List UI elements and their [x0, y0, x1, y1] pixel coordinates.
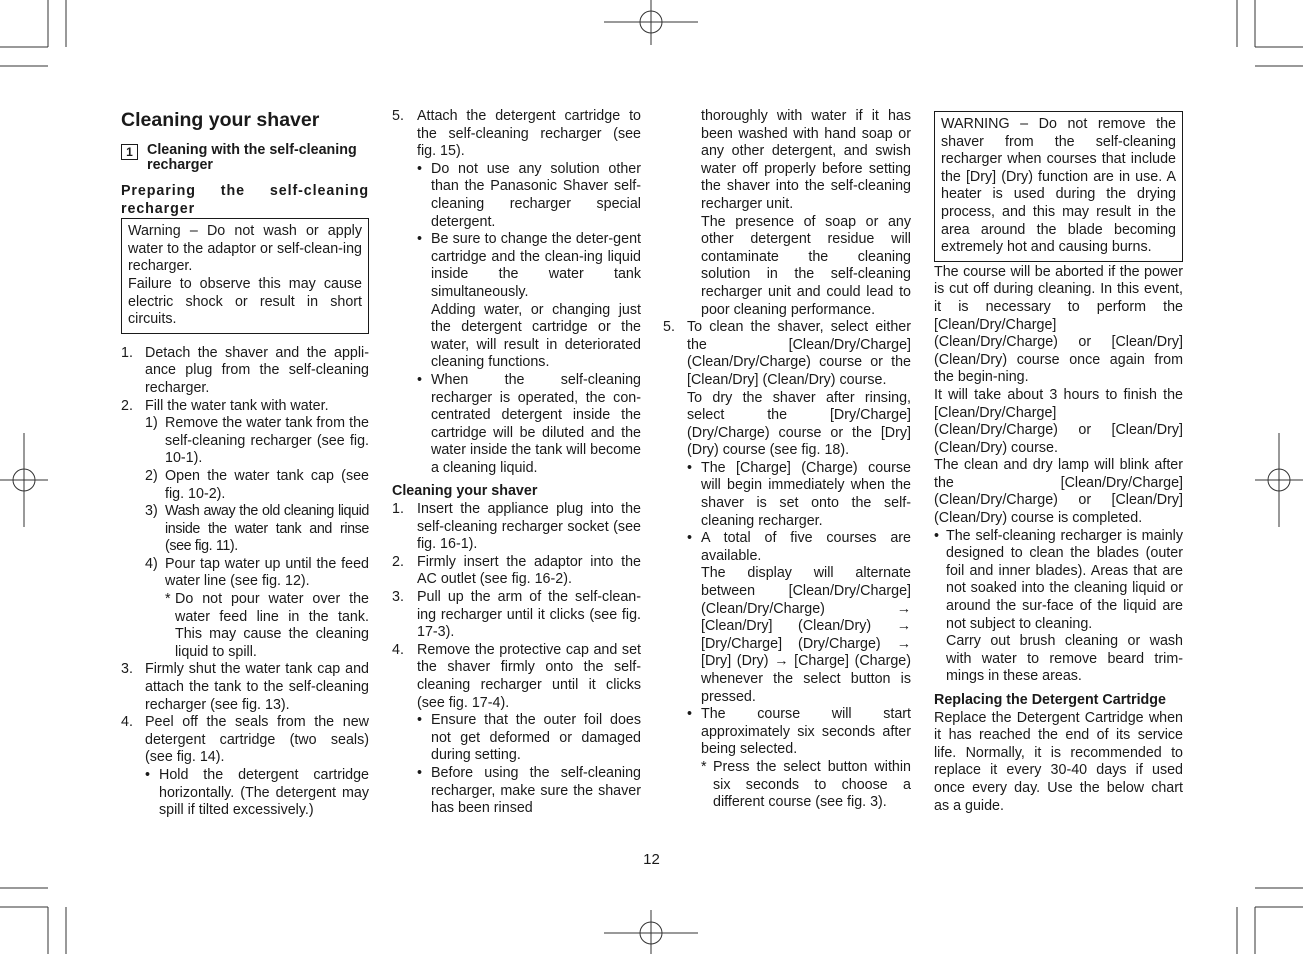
bullet-4: • Ensure that the outer foil does not get deformed or damaged during setting.	[417, 712, 641, 764]
step-1: 1. Detach the shaver and the appli-ance plug from the self-cleaning recharger.	[121, 344, 369, 396]
step-3: 3. Firmly shut the water tank cap and attach the tank to the self-cleaning recharger (see fig. 13).	[121, 661, 369, 713]
clean-step-5-extra: To dry the shaver after rinsing, select the [Dry/Charge] (Dry/Charge) course or the [Dry] (Dry) course (see fig. 18).	[687, 389, 911, 459]
continued-text-2: The presence of soap or any other detergent residue will contaminate the cleaning solution in the self-cleaning recharger unit and could lead to poor cleaning performance.	[701, 213, 911, 318]
step-4: 4. Peel off the seals from the new detergent cartridge (two seals) (see fig. 14).	[121, 714, 369, 766]
bullet-2: • Be sure to change the deter-gent cartridge and the clean-ing liquid inside the water tank simultaneously.	[417, 231, 641, 300]
bullet-1: • The [Charge] (Charge) course will begin immediately when the shaver is set onto the self-cleaning recharger.	[687, 459, 911, 529]
warning-line-2: Failure to observe this may cause electric shock or result in short circuits.	[128, 275, 362, 328]
bullet-2-extra: The display will alternate between [Clean/Dry/Charge] (Clean/Dry/Charge) → [Clean/Dry] (Clean/Dry) → [Dry/Charge] (Dry/Charge) → [Dry] (Dry) → [Charge] (Charge) whenever the select button is pressed.	[701, 565, 911, 705]
paragraph-3: The clean and dry lamp will blink after the [Clean/Dry/Charge] (Clean/Dry/Charge) or [Clean/Dry] (Clean/Dry) course is completed.	[934, 457, 1183, 527]
warning-box	[934, 111, 1183, 262]
bullet-1-extra: Carry out brush cleaning or wash with water to remove beard trim-mings in these areas.	[946, 633, 1183, 685]
bullet-3: • The course will start approximately six seconds after being selected.	[687, 706, 911, 758]
bullet-1: • Do not use any solution other than the Panasonic Shaver self-cleaning recharger special detergent.	[417, 160, 641, 230]
clean-step-4: 4. Remove the protective cap and set the shaver firmly onto the self-cleaning recharger until it clicks (see fig. 17-4).	[392, 641, 641, 711]
warning-line-1: Warning – Do not wash or apply water to the adaptor or self-clean-ing recharger.	[128, 223, 362, 275]
substep-1: 1) Remove the water tank from the self-cleaning recharger (see fig. 10-1).	[145, 415, 369, 467]
section-title: Cleaning with the self-cleaning recharger	[147, 142, 357, 173]
column-1	[121, 108, 369, 820]
paragraph-4: Replace the Detergent Cartridge when it has reached the end of its service life. Normally, it is recommended to replace it every 30-40 days if used once every day. Use the below chart as a guide.	[934, 709, 1183, 814]
step-2: 2. Fill the water tank with water.	[121, 397, 329, 414]
warning-box	[121, 218, 369, 334]
clean-step-2: 2. Firmly insert the adaptor into the AC outlet (see fig. 16-2).	[392, 553, 641, 588]
continued-text-1: thoroughly with water if it has been washed with hand soap or any other detergent, and swish water off properly before setting the shaver into the self-cleaning recharger unit.	[701, 108, 911, 212]
bullet-1: • The self-cleaning recharger is mainly designed to clean the blades (outer foil and inner blades). Areas that are not soaked into the cleaning liquid or around the sur-face of the liquid are not subject to cleaning.	[934, 527, 1183, 632]
step-5: 5. Attach the detergent cartridge to the self-cleaning recharger (see fig. 15).	[392, 108, 641, 160]
page-number: 12	[643, 851, 660, 868]
bullet-3: • When the self-cleaning recharger is operated, the con-centrated detergent inside the cartridge will be diluted and the water inside the tank will become a cleaning liquid.	[417, 371, 641, 476]
heading-replacing: Replacing the Detergent Cartridge	[934, 692, 1166, 708]
column-3	[663, 108, 911, 812]
page-title: Cleaning your shaver	[121, 109, 320, 131]
note: * Do not pour water over the water feed line in the tank. This may cause the cleaning liquid to spill.	[165, 591, 369, 660]
paragraph-1: The course will be aborted if the power is cut off during cleaning. In this event, it is necessary to perform the [Clean/Dry/Charge] (Clean/Dry/Charge) or [Clean/Dry] (Clean/Dry) course once again from the begin-ning.	[934, 263, 1183, 386]
subheading: Preparing the self-cleaning recharger	[121, 183, 369, 217]
clean-step-5: 5. To clean the shaver, select either the [Clean/Dry/Charge] (Clean/Dry/Charge) course or the [Clean/Dry] (Clean/Dry) course.	[663, 319, 911, 388]
substep-2: 2) Open the water tank cap (see fig. 10-2).	[145, 467, 369, 502]
clean-step-1: 1. Insert the appliance plug into the self-cleaning recharger socket (see fig. 16-1).	[392, 501, 641, 553]
warning-text: WARNING – Do not remove the shaver from the self-cleaning recharger when courses that include the [Dry] (Dry) function are in use. A heater is used during the drying process, and this may result in the area around the blade becoming extremely hot and causing burns.	[941, 116, 1176, 256]
section-number: 1	[121, 144, 138, 160]
paragraph-2: It will take about 3 hours to finish the [Clean/Dry/Charge] (Clean/Dry/Charge) or [Clean/Dry] (Clean/Dry) course.	[934, 386, 1183, 456]
section-heading	[121, 143, 369, 173]
substep-4: 4) Pour tap water up until the feed water line (see fig. 12).	[145, 555, 369, 590]
note: * Press the select button within six seconds to choose a different course (see fig. 3).	[701, 758, 911, 811]
bullet-5: • Before using the self-cleaning recharger, make sure the shaver has been rinsed	[417, 764, 641, 817]
heading-cleaning: Cleaning your shaver	[392, 483, 538, 500]
column-2	[392, 108, 641, 818]
bullet-2: • A total of five courses are available.	[687, 530, 911, 564]
substep-3: 3) Wash away the old cleaning liquid inside the water tank and rinse (see fig. 11).	[145, 503, 369, 555]
column-4	[934, 108, 1183, 815]
bullet: • Hold the detergent cartridge horizontally. (The detergent may spill if tilted excessively.)	[145, 767, 369, 819]
bullet-2-extra: Adding water, or changing just the detergent cartridge or the water, will result in deteriorated cleaning functions.	[431, 301, 641, 371]
clean-step-3: 3. Pull up the arm of the self-clean-ing recharger until it clicks (see fig. 17-3).	[392, 589, 641, 641]
